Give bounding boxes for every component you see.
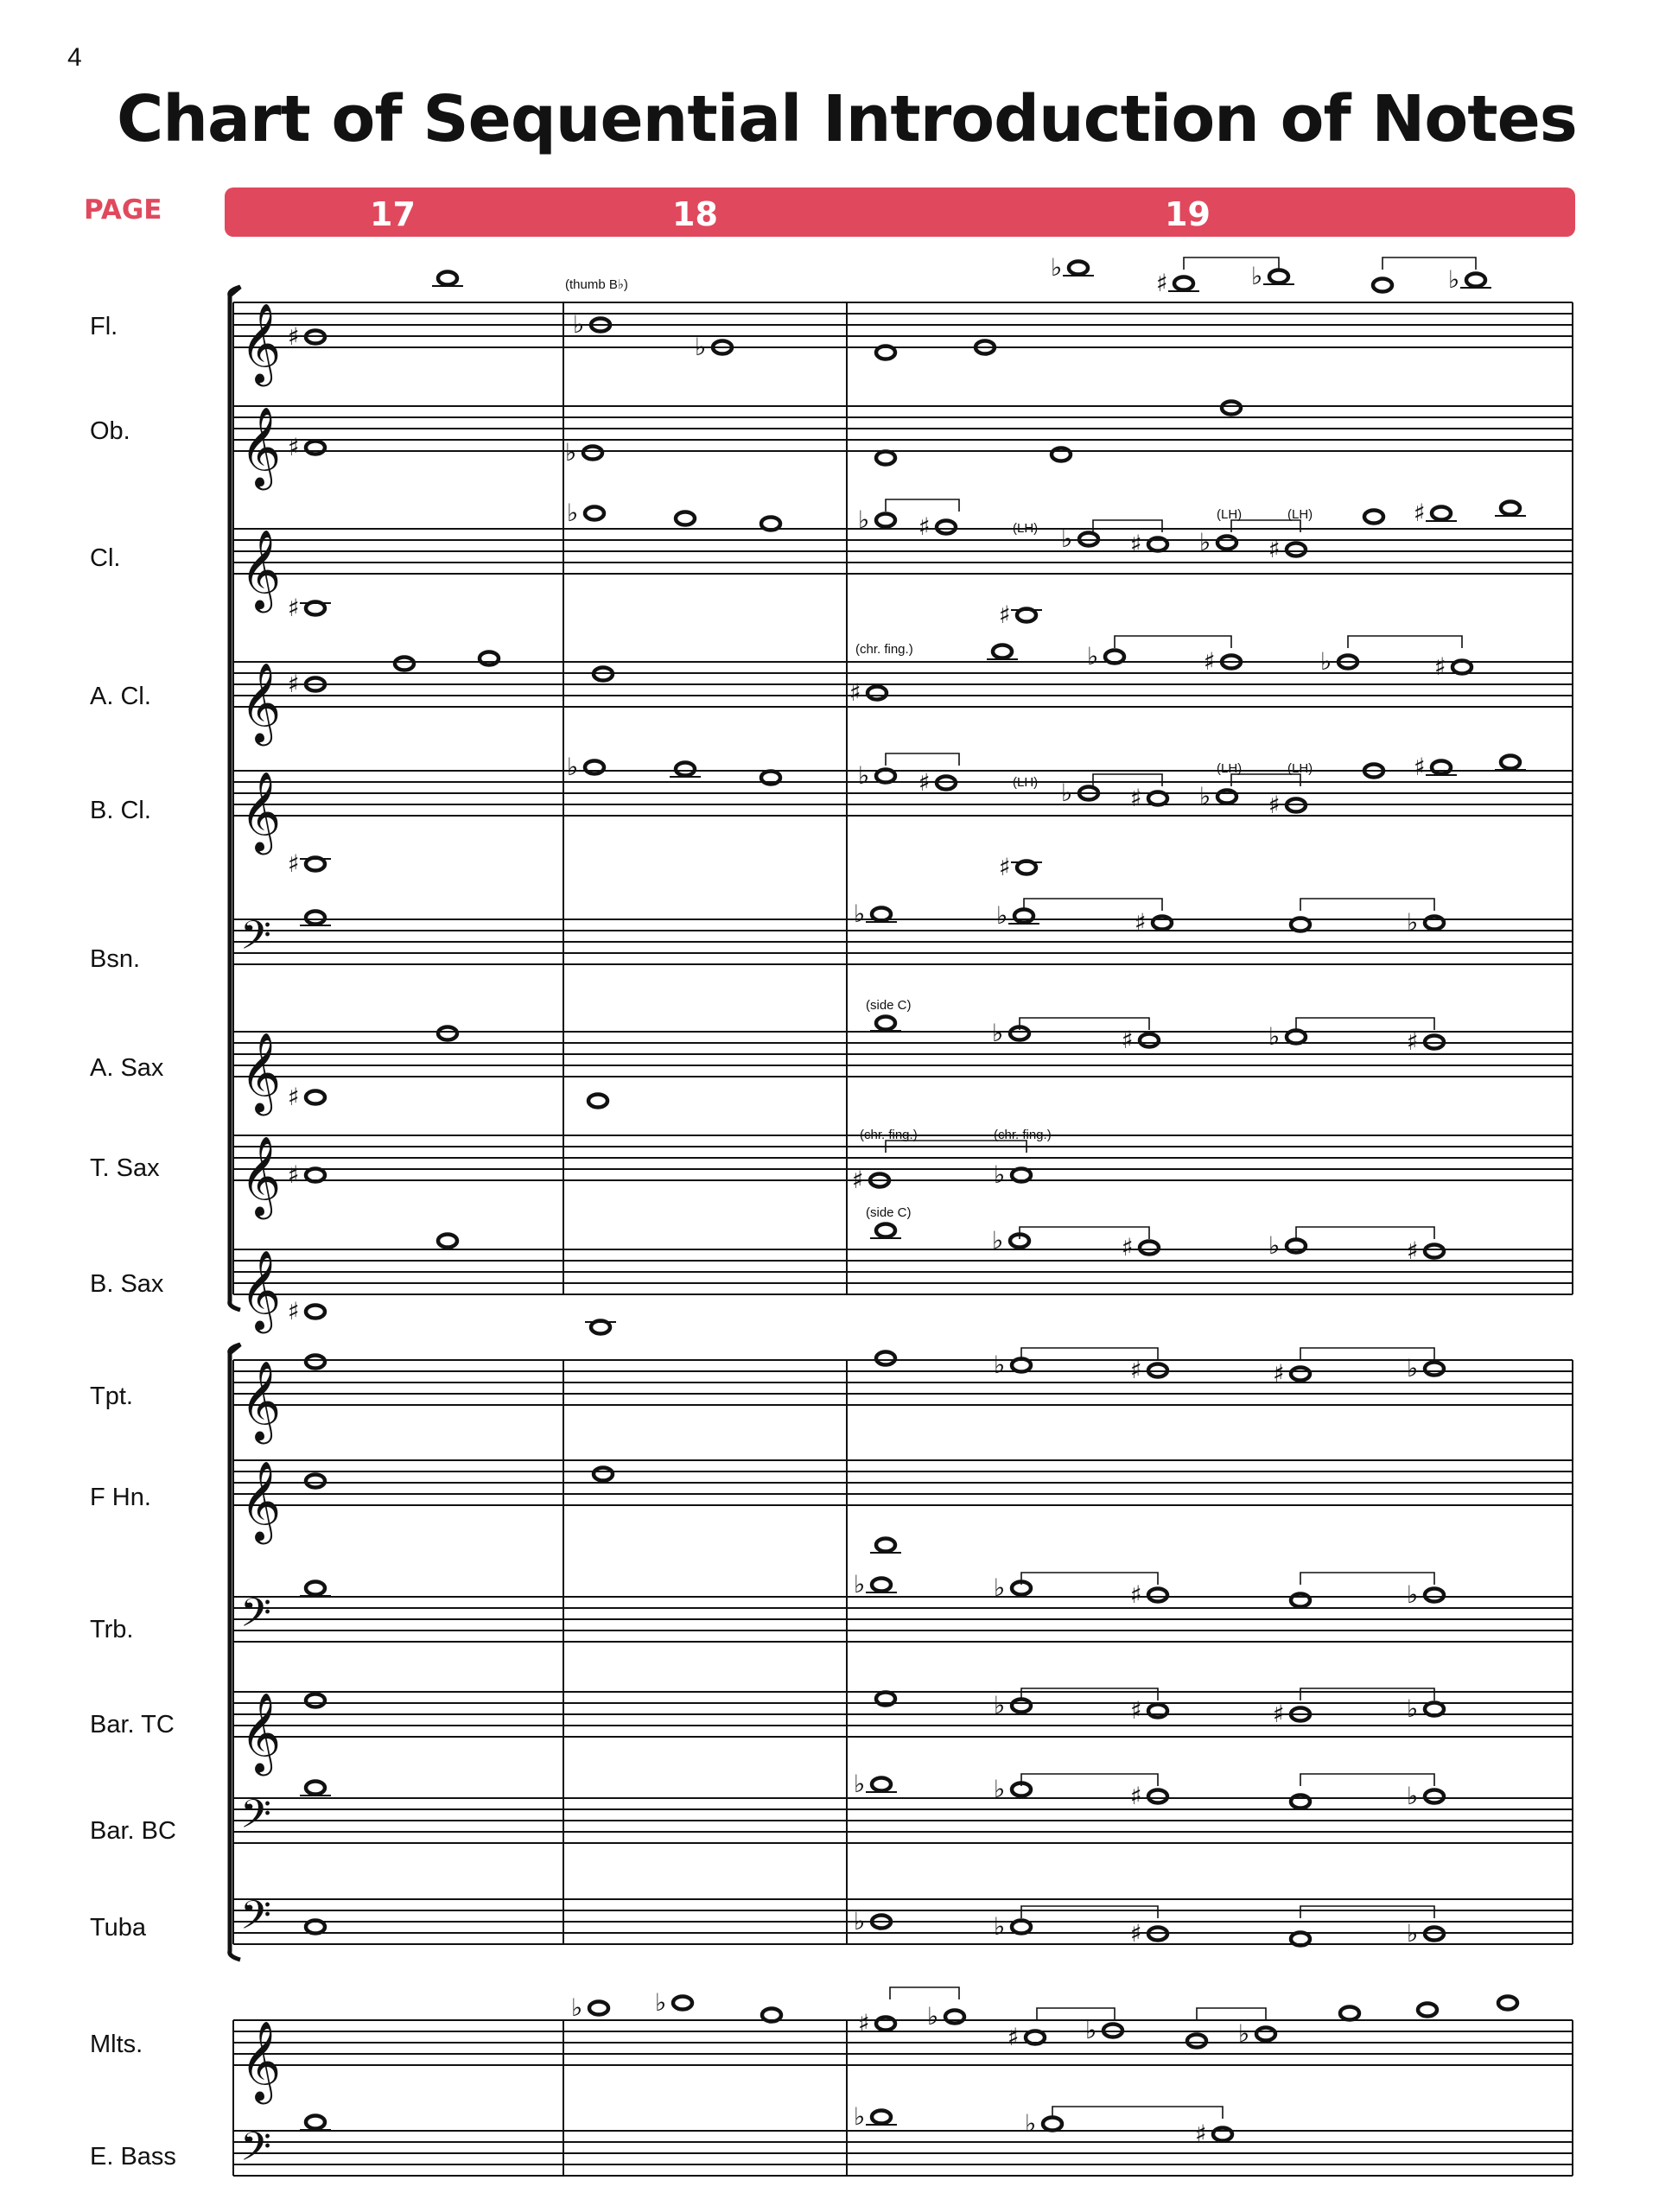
- instrument-label-bassoon: Bsn.: [90, 945, 141, 973]
- instrument-label-trombone: Trb.: [90, 1616, 134, 1643]
- grouping-bracket: [886, 499, 959, 512]
- flat-icon: ♭: [994, 1573, 1006, 1602]
- annotation: (chr. fing.): [855, 642, 913, 657]
- sharp-icon: ♯: [288, 433, 300, 461]
- instrument-label-clarinet: Cl.: [90, 544, 121, 572]
- whole-note: [1012, 1169, 1031, 1182]
- flat-icon: ♭: [1448, 265, 1460, 294]
- sharp-icon: ♯: [1268, 535, 1281, 563]
- flat-icon: ♭: [996, 901, 1008, 930]
- sharp-icon: ♯: [1130, 1782, 1142, 1810]
- whole-note: [1501, 502, 1520, 515]
- flat-icon: ♭: [994, 1775, 1006, 1803]
- whole-note: [1140, 1242, 1159, 1255]
- sharp-icon: ♯: [1122, 1233, 1134, 1262]
- sharp-icon: ♯: [1414, 499, 1426, 527]
- whole-note: [1012, 1359, 1031, 1372]
- treble-clef-icon: 𝄞: [240, 1249, 282, 1330]
- grouping-bracket: [1184, 257, 1279, 270]
- flat-icon: ♭: [1051, 253, 1063, 282]
- flat-icon: ♭: [1251, 262, 1263, 290]
- whole-note: [673, 1997, 692, 2010]
- whole-note: [306, 1091, 325, 1104]
- whole-note: [1026, 2031, 1045, 2044]
- whole-note: [1153, 917, 1172, 930]
- flat-icon: ♭: [1087, 642, 1099, 671]
- whole-note: [306, 442, 325, 454]
- whole-note: [1222, 402, 1241, 415]
- whole-note: [1498, 1997, 1517, 2010]
- whole-note: [876, 1693, 895, 1706]
- whole-note: [876, 1017, 895, 1030]
- flat-icon: ♭: [1407, 908, 1419, 937]
- instrument-label-bari-sax: B. Sax: [90, 1270, 164, 1298]
- grouping-bracket: [1037, 2008, 1115, 2020]
- whole-note: [306, 1582, 325, 1595]
- flat-icon: ♭: [655, 1988, 667, 2017]
- instrument-label-tenor-sax: T. Sax: [90, 1154, 160, 1182]
- whole-note: [1501, 756, 1520, 769]
- instrument-label-alto-clarinet: A. Cl.: [90, 683, 151, 710]
- whole-note: [585, 761, 604, 774]
- flat-icon: ♭: [854, 1570, 866, 1599]
- whole-note: [761, 518, 780, 531]
- treble-clef-icon: 𝄞: [240, 1460, 282, 1541]
- whole-note: [1069, 262, 1088, 275]
- flat-icon: ♭: [571, 1993, 583, 2022]
- sharp-icon: ♯: [999, 853, 1011, 881]
- sharp-icon: ♯: [1414, 753, 1426, 781]
- treble-clef-icon: 𝄞: [240, 771, 282, 851]
- flat-icon: ♭: [927, 2002, 939, 2031]
- whole-note: [1148, 1790, 1167, 1803]
- whole-note: [395, 658, 414, 671]
- page-17-label: 17: [370, 195, 416, 233]
- sharp-icon: ♯: [288, 322, 300, 351]
- flat-icon: ♭: [1025, 2109, 1037, 2138]
- flat-icon: ♭: [565, 438, 577, 467]
- instrument-label-bass-clarinet: B. Cl.: [90, 797, 151, 824]
- flat-icon: ♭: [1407, 1354, 1419, 1382]
- whole-note: [1217, 537, 1236, 550]
- whole-note: [1148, 1589, 1167, 1602]
- instrument-label-tuba: Tuba: [90, 1914, 147, 1942]
- grouping-bracket: [1093, 520, 1162, 532]
- flat-icon: ♭: [1199, 782, 1211, 810]
- flat-icon: ♭: [1407, 1580, 1419, 1609]
- whole-note: [1466, 274, 1485, 287]
- sharp-icon: ♯: [1130, 1696, 1142, 1725]
- treble-clef-icon: 𝄞: [240, 529, 282, 609]
- sharp-icon: ♯: [1268, 791, 1281, 819]
- whole-note: [1291, 918, 1310, 931]
- whole-note: [1425, 917, 1444, 930]
- sharp-icon: ♯: [288, 1160, 300, 1189]
- whole-note: [676, 763, 695, 776]
- whole-note: [480, 652, 499, 665]
- grouping-bracket: [890, 1987, 959, 1999]
- instrument-label-flute: Fl.: [90, 313, 118, 340]
- annotation: (side C): [866, 1205, 912, 1220]
- flat-icon: ♭: [1407, 1782, 1419, 1810]
- grouping-bracket: [886, 753, 959, 766]
- whole-note: [306, 1921, 325, 1934]
- instrument-label-mallets: Mlts.: [90, 2031, 143, 2058]
- sharp-icon: ♯: [852, 1166, 864, 1194]
- treble-clef-icon: 𝄞: [240, 2020, 282, 2101]
- flat-icon: ♭: [854, 2102, 866, 2131]
- whole-note: [761, 772, 780, 785]
- flat-icon: ♭: [854, 899, 866, 928]
- flat-icon: ♭: [858, 505, 870, 534]
- whole-note: [306, 1475, 325, 1488]
- flat-icon: ♭: [1320, 647, 1332, 676]
- whole-note: [306, 1694, 325, 1707]
- instrument-label-baritone-tc: Bar. TC: [90, 1711, 175, 1738]
- page-title: Chart of Sequential Introduction of Notes: [117, 82, 1577, 156]
- whole-note: [1452, 661, 1471, 674]
- treble-clef-icon: 𝄞: [240, 302, 282, 383]
- whole-note: [1425, 1703, 1444, 1716]
- whole-note: [1432, 507, 1451, 520]
- bracket: [230, 1344, 240, 1960]
- sharp-icon: ♯: [918, 768, 931, 797]
- whole-note: [585, 507, 604, 520]
- whole-note: [588, 1095, 607, 1108]
- grouping-bracket: [1231, 774, 1300, 786]
- sharp-icon: ♯: [1007, 2023, 1020, 2051]
- flat-icon: ♭: [992, 1019, 1004, 1047]
- bass-clef-icon: 𝄢: [240, 912, 272, 969]
- sharp-icon: ♯: [1195, 2120, 1207, 2148]
- bass-clef-icon: 𝄢: [240, 1590, 272, 1646]
- flat-icon: ♭: [1061, 524, 1073, 553]
- sharp-icon: ♯: [858, 2009, 870, 2037]
- flat-icon: ♭: [994, 1351, 1006, 1379]
- flat-icon: ♭: [994, 1160, 1006, 1189]
- sharp-icon: ♯: [1273, 1359, 1285, 1388]
- whole-note: [1291, 1368, 1310, 1381]
- whole-note: [1148, 538, 1167, 551]
- whole-note: [876, 1352, 895, 1365]
- whole-note: [876, 514, 895, 527]
- flat-icon: ♭: [1268, 1231, 1281, 1260]
- whole-note: [872, 908, 891, 921]
- sharp-icon: ♯: [999, 601, 1011, 629]
- whole-note: [1418, 2004, 1437, 2017]
- whole-note: [306, 912, 325, 925]
- whole-note: [876, 770, 895, 783]
- whole-note: [762, 2009, 781, 2022]
- whole-note: [1217, 791, 1236, 804]
- annotation: (LH): [1013, 775, 1039, 790]
- sharp-icon: ♯: [1130, 1919, 1142, 1948]
- whole-note: [1291, 1933, 1310, 1946]
- sharp-icon: ♯: [1135, 908, 1147, 937]
- sharp-icon: ♯: [1130, 530, 1142, 558]
- grouping-bracket: [1115, 636, 1231, 648]
- sharp-icon: ♯: [1273, 1700, 1285, 1728]
- grouping-bracket: [1300, 1906, 1434, 1918]
- flat-icon: ♭: [567, 753, 579, 781]
- annotation: (LH): [1287, 507, 1313, 522]
- whole-note: [589, 2002, 608, 2015]
- grouping-bracket: [1382, 257, 1476, 270]
- whole-note: [1174, 277, 1193, 290]
- flat-icon: ♭: [1407, 1919, 1419, 1948]
- whole-note: [872, 1778, 891, 1791]
- sharp-icon: ♯: [288, 594, 300, 622]
- whole-note: [1012, 1700, 1031, 1713]
- whole-note: [1269, 270, 1288, 283]
- flat-icon: ♭: [1238, 2019, 1250, 2048]
- whole-note: [876, 452, 895, 465]
- annotation: (LH): [1217, 761, 1243, 776]
- flat-icon: ♭: [994, 1912, 1006, 1941]
- sharp-icon: ♯: [288, 1297, 300, 1325]
- annotation: (thumb B♭): [565, 277, 628, 292]
- whole-note: [583, 447, 602, 460]
- whole-note: [945, 2011, 964, 2024]
- whole-note: [1364, 511, 1383, 524]
- flat-icon: ♭: [573, 310, 585, 339]
- whole-note: [1425, 1790, 1444, 1803]
- flat-icon: ♭: [992, 1226, 1004, 1255]
- grouping-bracket: [1052, 2107, 1223, 2119]
- whole-note: [1291, 1594, 1310, 1607]
- whole-note: [993, 645, 1012, 658]
- instrument-label-oboe: Ob.: [90, 417, 130, 445]
- instrument-label-french-horn: F Hn.: [90, 1484, 151, 1511]
- whole-note: [306, 1306, 325, 1319]
- whole-note: [937, 521, 956, 534]
- grouping-bracket: [1231, 520, 1300, 532]
- annotation: (LH): [1217, 507, 1243, 522]
- page-19-label: 19: [1165, 195, 1211, 233]
- whole-note: [1425, 1245, 1444, 1258]
- treble-clef-icon: 𝄞: [240, 662, 282, 742]
- sharp-icon: ♯: [849, 678, 861, 707]
- sharp-icon: ♯: [1407, 1236, 1419, 1265]
- annotation: (side C): [866, 998, 912, 1013]
- whole-note: [1287, 1031, 1306, 1044]
- whole-note: [876, 2018, 895, 2031]
- flat-icon: ♭: [1199, 528, 1211, 556]
- sharp-icon: ♯: [1130, 1356, 1142, 1384]
- treble-clef-icon: 𝄞: [240, 406, 282, 486]
- instrument-label-baritone-bc: Bar. BC: [90, 1817, 176, 1845]
- whole-note: [872, 2111, 891, 2124]
- whole-note: [1043, 2118, 1062, 2131]
- sharp-icon: ♯: [1156, 269, 1168, 297]
- whole-note: [1373, 279, 1392, 292]
- grouping-bracket: [1093, 774, 1162, 786]
- whole-note: [1425, 1363, 1444, 1376]
- flat-icon: ♭: [854, 1907, 866, 1936]
- treble-clef-icon: 𝄞: [240, 1360, 282, 1440]
- whole-note: [306, 1782, 325, 1795]
- sharp-icon: ♯: [288, 1083, 300, 1111]
- flat-icon: ♭: [1268, 1022, 1281, 1051]
- instrument-label-alto-sax: A. Sax: [90, 1054, 164, 1082]
- whole-note: [876, 1224, 895, 1237]
- flat-icon: ♭: [854, 1770, 866, 1798]
- treble-clef-icon: 𝄞: [240, 1135, 282, 1216]
- instrument-label-trumpet: Tpt.: [90, 1382, 133, 1410]
- whole-note: [1105, 651, 1124, 664]
- grouping-bracket: [1021, 1906, 1158, 1918]
- whole-note: [1291, 1796, 1310, 1808]
- whole-note: [1012, 1921, 1031, 1934]
- whole-note: [306, 1169, 325, 1182]
- whole-note: [872, 1579, 891, 1592]
- whole-note: [438, 1235, 457, 1248]
- whole-note: [1148, 792, 1167, 805]
- whole-note: [1287, 543, 1306, 556]
- sharp-icon: ♯: [288, 849, 300, 878]
- sharp-icon: ♯: [288, 670, 300, 698]
- flat-icon: ♭: [858, 761, 870, 790]
- flat-icon: ♭: [1085, 2016, 1097, 2044]
- sharp-icon: ♯: [1130, 784, 1142, 812]
- whole-note: [876, 1539, 895, 1552]
- whole-note: [1187, 2035, 1206, 2048]
- whole-note: [676, 512, 695, 525]
- sharp-icon: ♯: [1407, 1027, 1419, 1056]
- bass-clef-icon: 𝄢: [240, 1892, 272, 1948]
- instrument-label-electric-bass: E. Bass: [90, 2143, 176, 2171]
- sharp-icon: ♯: [1130, 1580, 1142, 1609]
- grouping-bracket: [1197, 2008, 1266, 2020]
- whole-note: [1148, 1705, 1167, 1718]
- whole-note: [1256, 2028, 1275, 2041]
- flat-icon: ♭: [1407, 1694, 1419, 1723]
- whole-note: [594, 1468, 613, 1481]
- flat-icon: ♭: [1061, 779, 1073, 807]
- annotation: (chr. fing.): [860, 1128, 918, 1142]
- page-number: 4: [67, 43, 82, 72]
- whole-note: [868, 687, 887, 700]
- whole-note: [1014, 910, 1033, 923]
- whole-note: [438, 272, 457, 285]
- annotation: (chr. fing.): [994, 1128, 1052, 1142]
- whole-note: [1432, 761, 1451, 774]
- sharp-icon: ♯: [1122, 1026, 1134, 1054]
- grouping-bracket: [1348, 636, 1462, 648]
- annotation: (LH): [1287, 761, 1313, 776]
- whole-note: [1052, 448, 1071, 461]
- sharp-icon: ♯: [1434, 652, 1446, 681]
- treble-clef-icon: 𝄞: [240, 1032, 282, 1112]
- bass-clef-icon: 𝄢: [240, 1791, 272, 1847]
- sharp-icon: ♯: [1204, 647, 1216, 676]
- whole-note: [1425, 1589, 1444, 1602]
- page-label: PAGE: [84, 194, 162, 226]
- flat-icon: ♭: [695, 333, 707, 361]
- sharp-icon: ♯: [918, 512, 931, 541]
- whole-note: [876, 346, 895, 359]
- whole-note: [1340, 2007, 1359, 2020]
- whole-note: [306, 1356, 325, 1369]
- page-18-label: 18: [672, 195, 718, 233]
- flat-icon: ♭: [994, 1691, 1006, 1719]
- whole-note: [438, 1027, 457, 1040]
- whole-note: [1287, 1240, 1306, 1253]
- flat-icon: ♭: [567, 499, 579, 527]
- treble-clef-icon: 𝄞: [240, 1692, 282, 1772]
- bass-clef-icon: 𝄢: [240, 2124, 272, 2180]
- whole-note: [306, 2116, 325, 2129]
- annotation: (LH): [1013, 521, 1039, 536]
- whole-note: [1140, 1034, 1159, 1047]
- whole-note: [1213, 2128, 1232, 2141]
